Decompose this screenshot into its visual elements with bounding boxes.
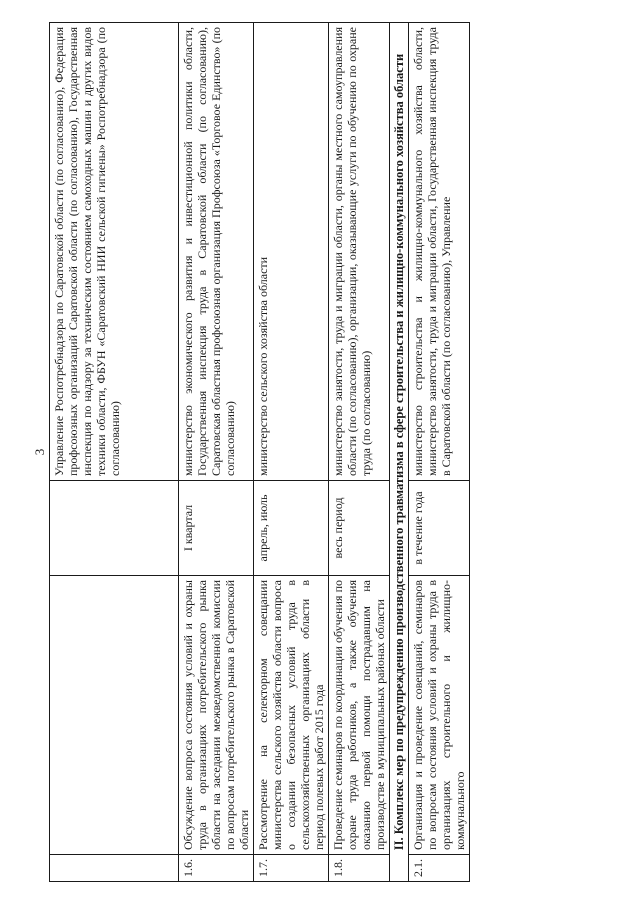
responsible-cell: министерство строительства и жилищно-коммунального хозяйства области, министерство занятости, труда и миграции области, Государственная инспекция труда в Саратовской области (по согласованию), Управление [409,23,470,481]
responsible-cell: министерство сельского хозяйства области [254,23,329,481]
term-cell [50,481,179,576]
responsible-cell: Управление Роспотребнадзора по Саратовской области (по согласованию), Федерация профсоюзных организаций Саратовской области (по согласованию), Государственная инспекция по надзору за техническим состоянием самоходных машин и других видов техники области, ФБУН «Саратовский НИИ сельской гигиены» Роспотребнадзора (по согласованию) [50,23,179,481]
rotated-table-container [49,22,591,882]
section-header-row [390,23,409,882]
term-cell: апрель, июль [254,481,329,576]
row-number: 2.1. [409,855,470,882]
row-number: 1.6. [179,855,254,882]
term-cell: весь период [329,481,390,576]
table-row [179,23,254,882]
row-number: 1.8. [329,855,390,882]
table-row [409,23,470,882]
event-cell: Организация и проведение совещаний, семинаров по вопросам состояния условий и охраны труда в организациях строительного и жилищно-коммунального [409,576,470,855]
term-cell: в течение года [409,481,470,576]
responsible-cell: министерство экономического развития и инвестиционной политики области, Государственная инспекция труда в Саратовской области (по согласованию), Саратовская областная профсоюзная организация Профсоюза «Торговое Единство» (по согласованию) [179,23,254,481]
event-cell: Проведение семинаров по координации обучения по охране труда работников, а также обучения оказанию первой помощи пострадавшим на производстве в муниципальных районах области [329,576,390,855]
responsible-cell: министерство занятости, труда и миграции области, органы местного самоуправления области (по согласованию), организации, оказывающие услуги по обучению по охране труда (по согласованию) [329,23,390,481]
table-row [254,23,329,882]
term-cell: I квартал [179,481,254,576]
section-title: II. Комплекс мер по предупреждению производственного травматизма в сфере строительства и жилищно-коммунального хозяйства области [390,23,409,882]
row-number [50,855,179,882]
event-cell: Обсуждение вопроса состояния условий и охраны труда в организациях потребительского рынка области на заседании межведомственной комиссии по вопросам потребительского рынка в Саратовской области [179,576,254,855]
table-row [329,23,390,882]
event-cell [50,576,179,855]
table-row [50,23,179,882]
row-number: 1.7. [254,855,329,882]
measures-table [49,22,470,882]
page-number: 3 [32,448,47,456]
event-cell: Рассмотрение на селекторном совещании министерства сельского хозяйства области вопроса о создании безопасных условий труда в сельскохозяйственных организациях области в период полевых работ 2015 года [254,576,329,855]
